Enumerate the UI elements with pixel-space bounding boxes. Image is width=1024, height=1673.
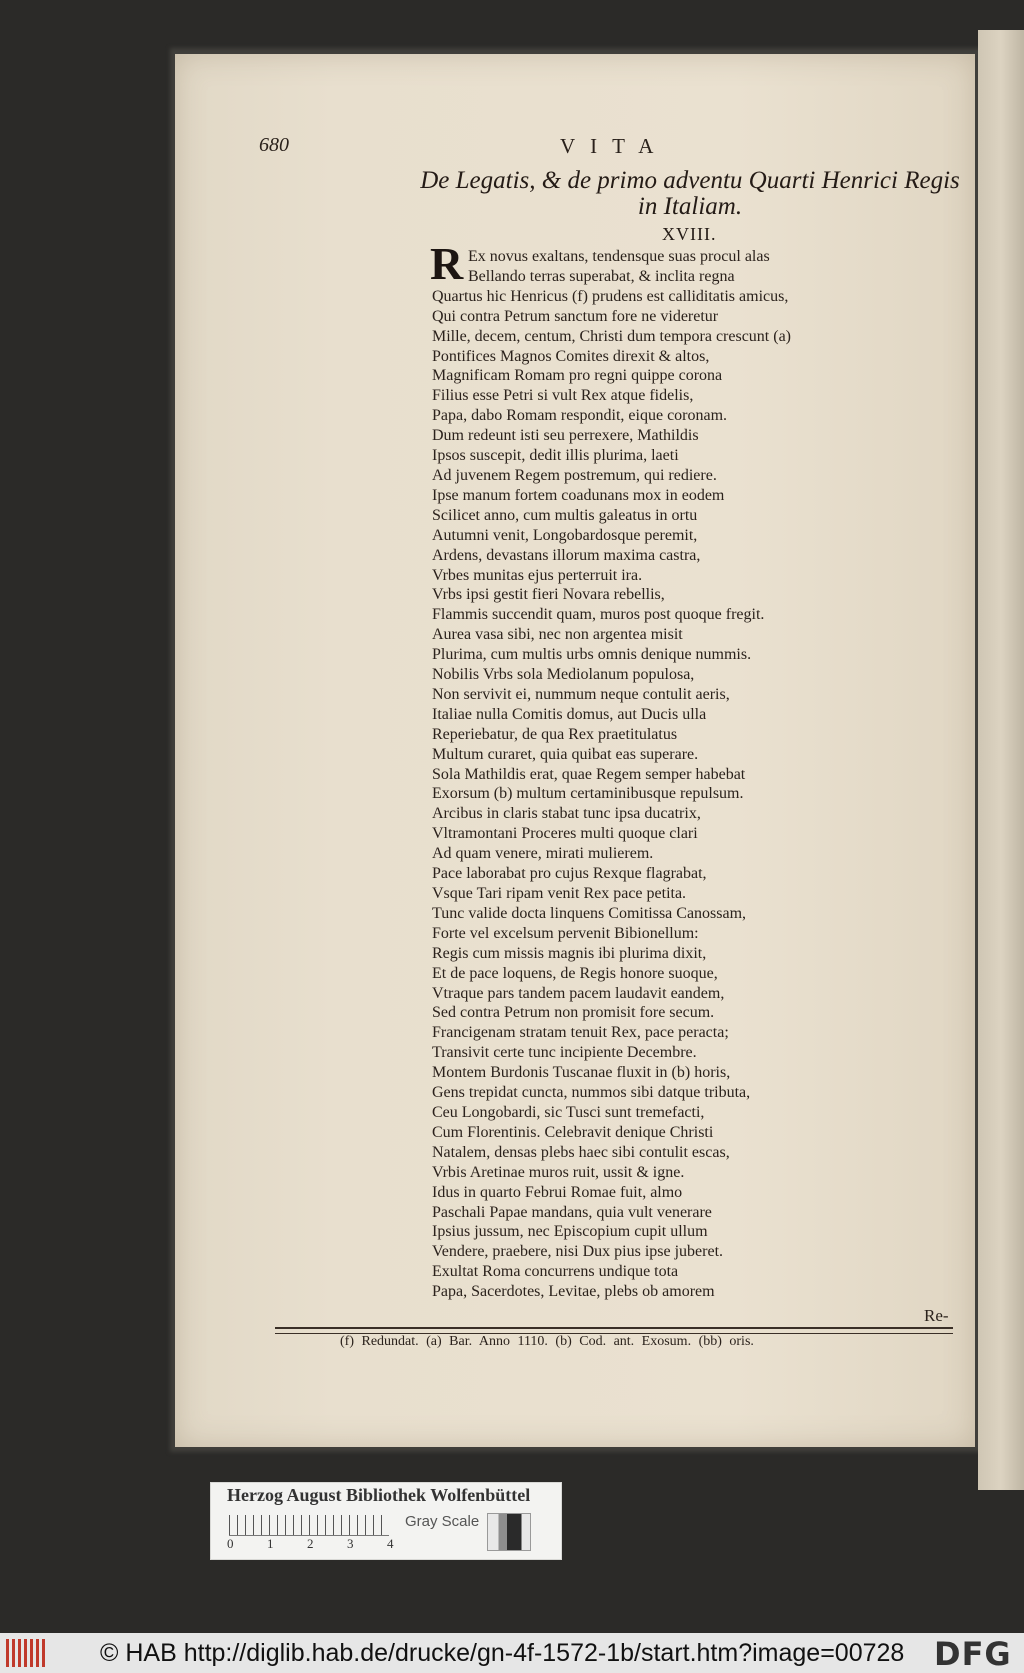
verse-line: Ad quam venere, mirati mulierem. — [432, 845, 654, 863]
verse-line: Ipsius jussum, nec Episcopium cupit ullum — [432, 1223, 708, 1241]
chapter-heading — [420, 168, 960, 220]
verse-line: Bellando terras superabat, & inclita regna — [468, 267, 735, 285]
verse-line: Quartus hic Henricus (f) prudens est calliditatis amicus, — [432, 287, 789, 305]
verse-line: Francigenam stratam tenuit Rex, pace peracta; — [432, 1024, 729, 1042]
verse-line: Aurea vasa sibi, nec non argentea misit — [432, 626, 683, 644]
verse-line: Vsque Tari ripam venit Rex pace petita. — [432, 885, 687, 902]
verse-line: Gens trepidat cuncta, nummos sibi datque tributa, — [432, 1084, 751, 1102]
verse-line: Pace laborabat pro cujus Rexque flagrabat, — [432, 865, 707, 883]
verse-line: Ardens, devastans illorum maxima castra, — [432, 546, 701, 564]
verse-line: Cum Florentinis. Celebravit denique Christi — [432, 1123, 714, 1141]
verse-line: Magnificam Romam pro regni quippe corona — [432, 367, 723, 385]
verse-line: Paschali Papae mandans, quia vult venerare — [432, 1203, 712, 1221]
verse-line: Arcibus in claris stabat tunc ipsa ducatrix, — [432, 805, 701, 823]
scale-number: 2 — [307, 1536, 314, 1551]
scale-number: 3 — [347, 1536, 354, 1551]
verse-line: Montem Burdonis Tuscanae fluxit in (b) horis, — [432, 1064, 731, 1082]
verse-line: Tunc valide docta linquens Comitissa Canossam, — [432, 904, 747, 922]
verse-line: Sed contra Petrum non promisit fore secum. — [432, 1004, 715, 1022]
dfg-logo: DFG — [934, 1635, 1012, 1673]
library-color-target — [210, 1482, 562, 1560]
page-number: 680 — [259, 134, 289, 156]
verse-line: Autumni venit, Longobardosque peremit, — [432, 526, 698, 544]
verse-line: Ex novus exaltans, tendensque suas procul alas — [468, 248, 770, 265]
verse-line: Non servivit ei, nummum neque contulit aeris, — [432, 685, 730, 703]
verse-line: Mille, decem, centum, Christi dum tempora crescunt (a) — [432, 327, 791, 345]
hab-logo-icon — [6, 1639, 46, 1667]
verse-line: Vrbis Aretinae muros ruit, ussit & igne. — [432, 1163, 685, 1181]
verse-line: Regis cum missis magnis ibi plurima dixit, — [432, 944, 707, 962]
footnotes: (f) Redundat. (a) Bar. Anno 1110. (b) Cod. ant. Exosum. (bb) oris. — [340, 1334, 754, 1349]
verse-line: Pontifices Magnos Comites direxit & altos, — [432, 347, 710, 365]
verse-line: Filius esse Petri si vult Rex atque fidelis, — [432, 387, 694, 405]
verse-line: Ad juvenem Regem postremum, qui rediere. — [432, 466, 717, 484]
verse-line: Papa, Sacerdotes, Levitae, plebs ob amorem — [432, 1283, 715, 1301]
scale-number: 1 — [267, 1536, 274, 1551]
running-head: VITA — [560, 134, 669, 158]
verse-text — [432, 247, 892, 1302]
verse-line: Vrbs ipsi gestit fieri Novara rebellis, — [432, 586, 665, 604]
verse-line: Ceu Longobardi, sic Tusci sunt tremefacti, — [432, 1103, 705, 1121]
heading-line-2: in Italiam. — [637, 193, 743, 220]
footnote-rule — [275, 1327, 953, 1334]
verse-line: Et de pace loquens, de Regis honore suoque, — [432, 964, 718, 982]
catchword: Re- — [924, 1306, 949, 1325]
scale-number: 4 — [387, 1536, 394, 1551]
verse-line: Ipsos suscepit, dedit illis plurima, laeti — [432, 447, 679, 465]
verse-line: Reperiebatur, de qua Rex praetitulatus — [432, 725, 678, 743]
verse-line: Natalem, densas plebs haec sibi contulit escas, — [432, 1143, 730, 1161]
verse-line: Ipse manum fortem coadunans mox in eodem — [432, 486, 725, 504]
verse-line: Flammis succendit quam, muros post quoque fregit. — [432, 606, 765, 624]
verse-line: Nobilis Vrbs sola Mediolanum populosa, — [432, 666, 695, 684]
verse-line: Sola Mathildis erat, quae Regem semper habebat — [432, 765, 746, 783]
verse-line: Exorsum (b) multum certaminibusque repulsum. — [432, 785, 744, 803]
verse-line: Vtraque pars tandem pacem laudavit eandem, — [432, 984, 725, 1002]
verse-line: Multum curaret, quia quibat eas superare. — [432, 745, 699, 763]
verse-line: Italiae nulla Comitis domus, aut Ducis ulla — [432, 705, 707, 723]
gray-scale-swatch — [487, 1513, 531, 1551]
scale-ruler — [229, 1515, 389, 1536]
drop-cap: R — [430, 238, 464, 289]
source-credit-link[interactable]: © HAB http://diglib.hab.de/drucke/gn-4f-1572-1b/start.htm?image=00728 — [100, 1639, 905, 1667]
verse-line: Vendere, praebere, nisi Dux pius ipse juberet. — [432, 1243, 724, 1261]
verse-line: Vrbes munitas ejus perterruit ira. — [432, 566, 643, 584]
verse-line: Transivit certe tunc incipiente Decembre. — [432, 1044, 697, 1062]
scale-number: 0 — [227, 1536, 234, 1551]
verse-line: Scilicet anno, cum multis galeatus in ortu — [432, 506, 698, 524]
gray-scale-label: Gray Scale — [405, 1513, 480, 1530]
verse-line: Idus in quarto Februi Romae fuit, almo — [432, 1183, 683, 1201]
verse-line: Dum redeunt isti seu perrexere, Mathildis — [432, 427, 699, 445]
verse-line: Plurima, cum multis urbs omnis denique nummis. — [432, 646, 752, 664]
verse-line: Papa, dabo Romam respondit, eique coronam. — [432, 407, 728, 425]
next-page-edge — [978, 30, 1024, 1490]
heading-line-1: De Legatis, & de primo adventu Quarti Henrici Regis — [420, 167, 960, 194]
verse-line: Exultat Roma concurrens undique tota — [432, 1263, 679, 1281]
verse-line: Vltramontani Proceres multi quoque clari — [432, 825, 698, 843]
verse-line: Forte vel excelsum pervenit Bibionellum: — [432, 924, 699, 942]
library-name: Herzog August Bibliothek Wolfenbüttel — [227, 1485, 531, 1505]
verse-line: Qui contra Petrum sanctum fore ne videretur — [432, 307, 719, 325]
footer-bar — [0, 1633, 1024, 1673]
chapter-number: XVIII. — [662, 224, 717, 244]
